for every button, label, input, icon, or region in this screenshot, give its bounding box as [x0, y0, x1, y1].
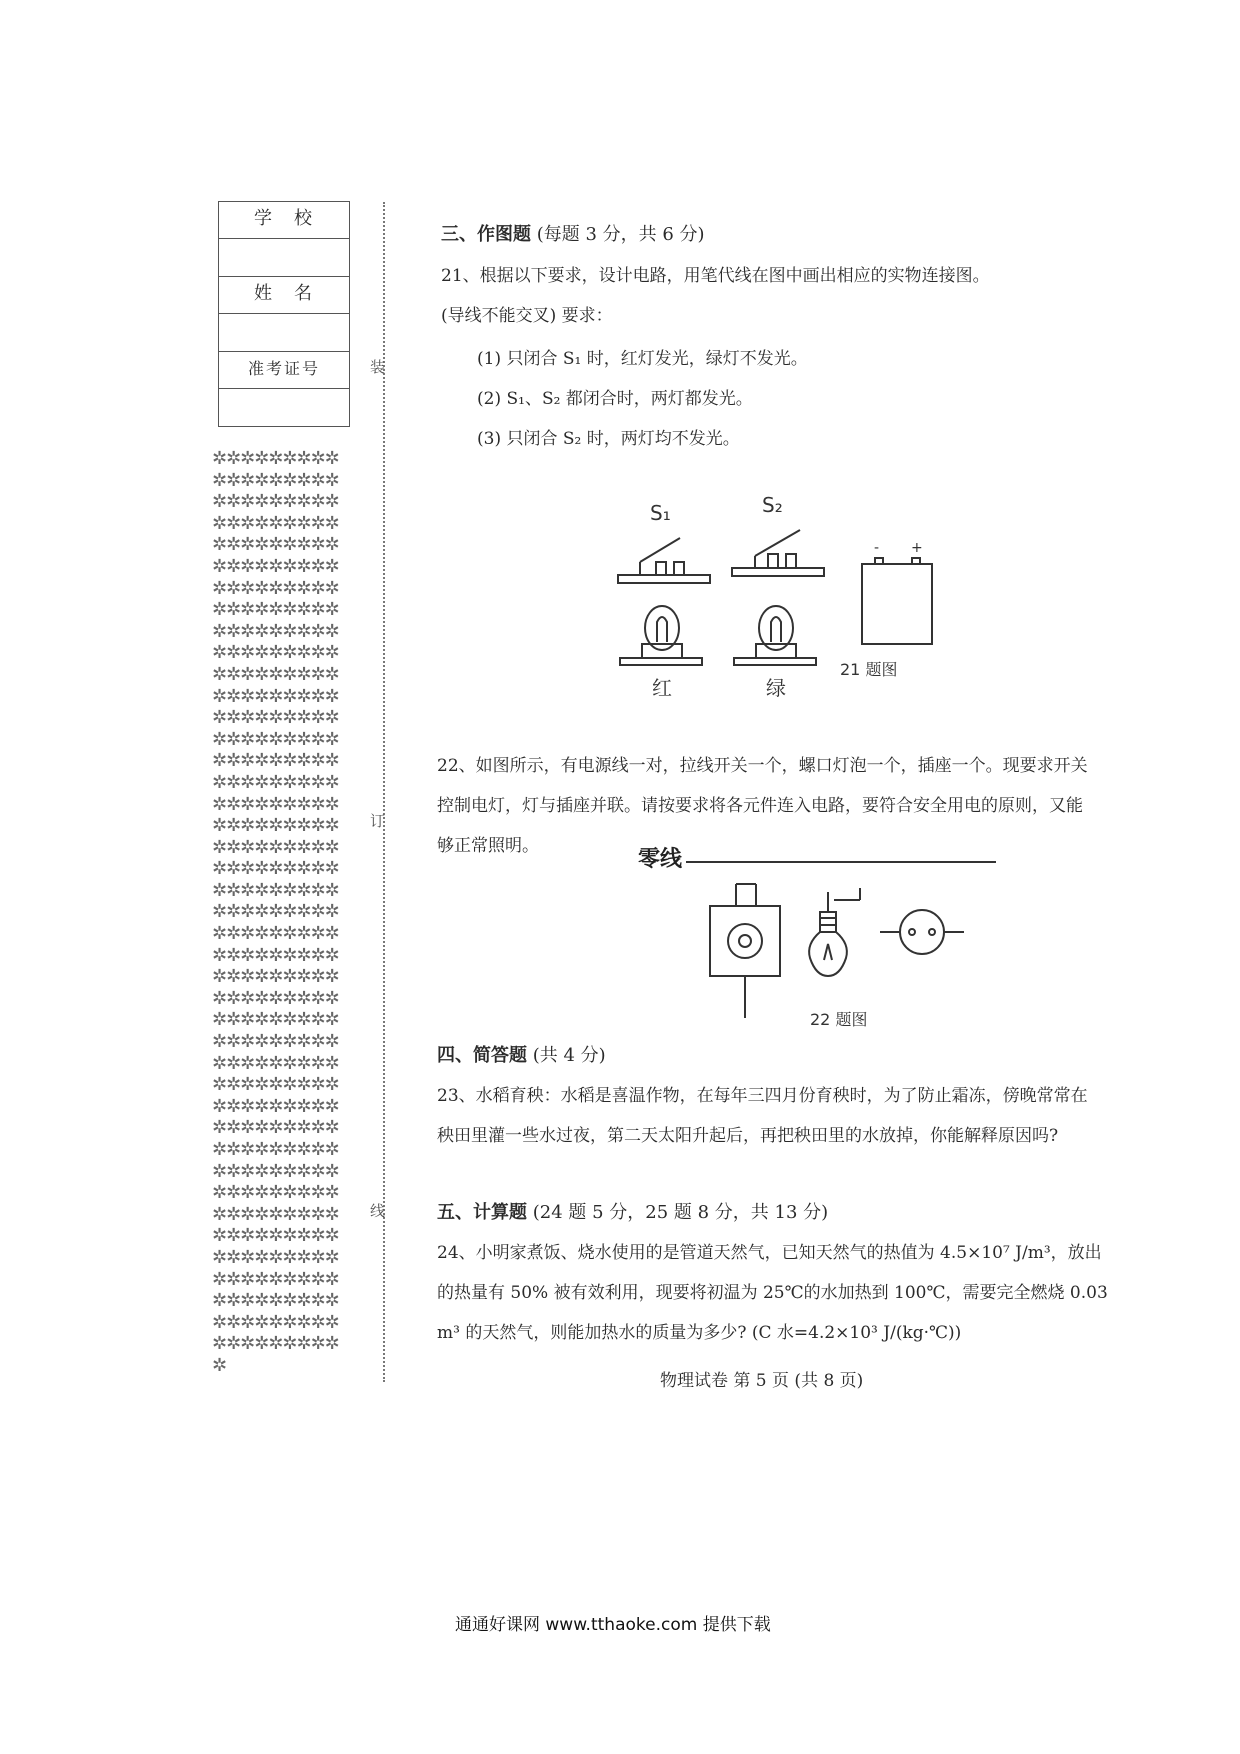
s1-label: S₁ — [650, 501, 671, 525]
green-lamp-label: 绿 — [766, 676, 786, 700]
outlet-icon — [880, 910, 964, 954]
section4-heading-row — [437, 1045, 606, 1067]
student-info-box — [218, 201, 350, 427]
s2-label: S₂ — [762, 493, 783, 517]
q21-req1: (1) 只闭合 S₁ 时，红灯发光，绿灯不发光。 — [477, 349, 808, 369]
figure21-caption: 21 题图 — [840, 660, 898, 679]
section3-heading-row — [441, 224, 705, 246]
binding-char-ding: 订 — [370, 812, 386, 830]
page-footer: 物理试卷 第 5 页 (共 8 页) — [660, 1371, 864, 1391]
figure-22 — [630, 840, 1010, 1030]
q22-line1: 22、如图所示，有电源线一对，拉线开关一个，螺口灯泡一个，插座一个。现要求开关 — [437, 756, 1088, 776]
school-field[interactable] — [219, 239, 349, 277]
screw-bulb-icon — [809, 888, 860, 976]
section3-heading: 三、作图题 — [441, 224, 531, 245]
decorative-star-pattern: ✲✲✲✲✲✲✲✲✲✲✲✲✲✲✲✲✲✲✲✲✲✲✲✲✲✲✲✲✲✲✲✲✲✲✲✲✲✲✲✲✲✲✲✲✲✲✲✲✲✲✲✲✲✲✲✲✲✲✲✲✲✲✲✲✲✲✲✲✲✲✲✲✲✲✲✲✲✲✲✲✲✲✲✲✲✲✲✲✲✲✲✲✲✲✲✲✲✲✲✲✲✲✲✲✲✲✲✲✲✲✲✲✲✲✲✲✲✲✲✲✲✲✲✲✲✲✲✲✲✲✲✲✲✲✲✲✲✲✲✲✲✲✲✲✲✲✲✲✲✲✲✲✲✲✲✲✲✲✲✲✲✲✲✲✲✲✲✲✲✲✲✲✲✲✲✲✲✲✲✲✲✲✲✲✲✲✲✲✲✲✲✲✲✲✲✲✲✲✲✲✲✲✲✲✲✲✲✲✲✲✲✲✲✲✲✲✲✲✲✲✲✲✲✲✲✲✲✲✲✲✲✲✲✲✲✲✲✲✲✲✲✲✲✲✲✲✲✲✲✲✲✲✲✲✲✲✲✲✲✲✲✲✲✲✲✲✲✲✲✲✲✲✲✲✲✲✲✲✲✲✲✲✲✲✲✲✲✲✲✲✲✲✲✲✲✲✲✲✲✲✲✲✲✲✲✲✲✲✲✲✲✲✲✲✲✲✲✲✲✲✲✲✲✲✲✲✲✲✲✲✲✲✲✲✲✲✲✲✲✲✲✲✲✲✲✲✲✲✲✲✲✲✲✲✲✲✲✲✲✲✲✲✲✲✲✲✲✲✲✲✲✲✲✲✲✲✲✲✲ — [212, 448, 339, 1376]
section4-score: (共 4 分) — [532, 1045, 606, 1066]
q21-req3: (3) 只闭合 S₂ 时，两灯均不发光。 — [477, 429, 740, 449]
q22-line2: 控制电灯，灯与插座并联。请按要求将各元件连入电路，要符合安全用电的原则，又能 — [437, 796, 1083, 816]
section5-heading: 五、计算题 — [437, 1202, 527, 1223]
q24-line1: 24、小明家煮饭、烧水使用的是管道天然气，已知天然气的热值为 4.5×10⁷ J/m³，放出 — [437, 1243, 1102, 1263]
battery-icon — [862, 558, 932, 644]
switch-s2-icon — [732, 530, 824, 576]
q21-req2: (2) S₁、S₂ 都闭合时，两灯都发光。 — [477, 389, 753, 409]
q21-line1: 21、根据以下要求，设计电路，用笔代线在图中画出相应的实物连接图。 — [441, 266, 990, 286]
section5-heading-row — [437, 1202, 828, 1224]
q22-line3: 够正常照明。 — [437, 836, 539, 856]
socket-box-icon — [710, 884, 780, 1018]
battery-plus-label: + — [911, 540, 923, 556]
name-label: 姓 名 — [219, 277, 349, 314]
switch-s1-icon — [618, 538, 710, 583]
red-lamp-label: 红 — [652, 676, 672, 700]
q21-line2: (导线不能交叉) 要求： — [441, 306, 613, 326]
figure-21 — [600, 490, 960, 710]
q24-line2: 的热量有 50% 被有效利用，现要将初温为 25℃的水加热到 100℃，需要完全燃烧 0.03 — [437, 1283, 1108, 1303]
school-label: 学 校 — [219, 202, 349, 239]
figure22-caption: 22 题图 — [810, 1010, 868, 1029]
name-field[interactable] — [219, 314, 349, 352]
neutral-wire-label: 零线 — [638, 847, 683, 872]
battery-minus-label: - — [874, 540, 880, 556]
exam-id-field[interactable] — [219, 389, 349, 426]
section4-heading: 四、简答题 — [437, 1045, 527, 1066]
green-lamp-icon — [734, 606, 816, 665]
download-watermark: 通通好课网 www.tthaoke.com 提供下载 — [455, 1615, 771, 1635]
section5-score: (24 题 5 分，25 题 8 分，共 13 分) — [532, 1202, 829, 1223]
q24-line3: m³ 的天然气，则能加热水的质量为多少? (C 水=4.2×10³ J/(kg·℃)) — [437, 1323, 962, 1343]
exam-id-label: 准考证号 — [219, 352, 349, 389]
q23-line2: 秧田里灌一些水过夜，第二天太阳升起后，再把秧田里的水放掉，你能解释原因吗? — [437, 1126, 1059, 1146]
binding-char-xian: 线 — [370, 1202, 386, 1220]
red-lamp-icon — [620, 606, 702, 665]
q23-line1: 23、水稻育秧：水稻是喜温作物，在每年三四月份育秧时，为了防止霜冻，傍晚常常在 — [437, 1086, 1088, 1106]
binding-char-zhuang: 装 — [370, 358, 386, 376]
section3-score: (每题 3 分，共 6 分) — [536, 224, 705, 245]
